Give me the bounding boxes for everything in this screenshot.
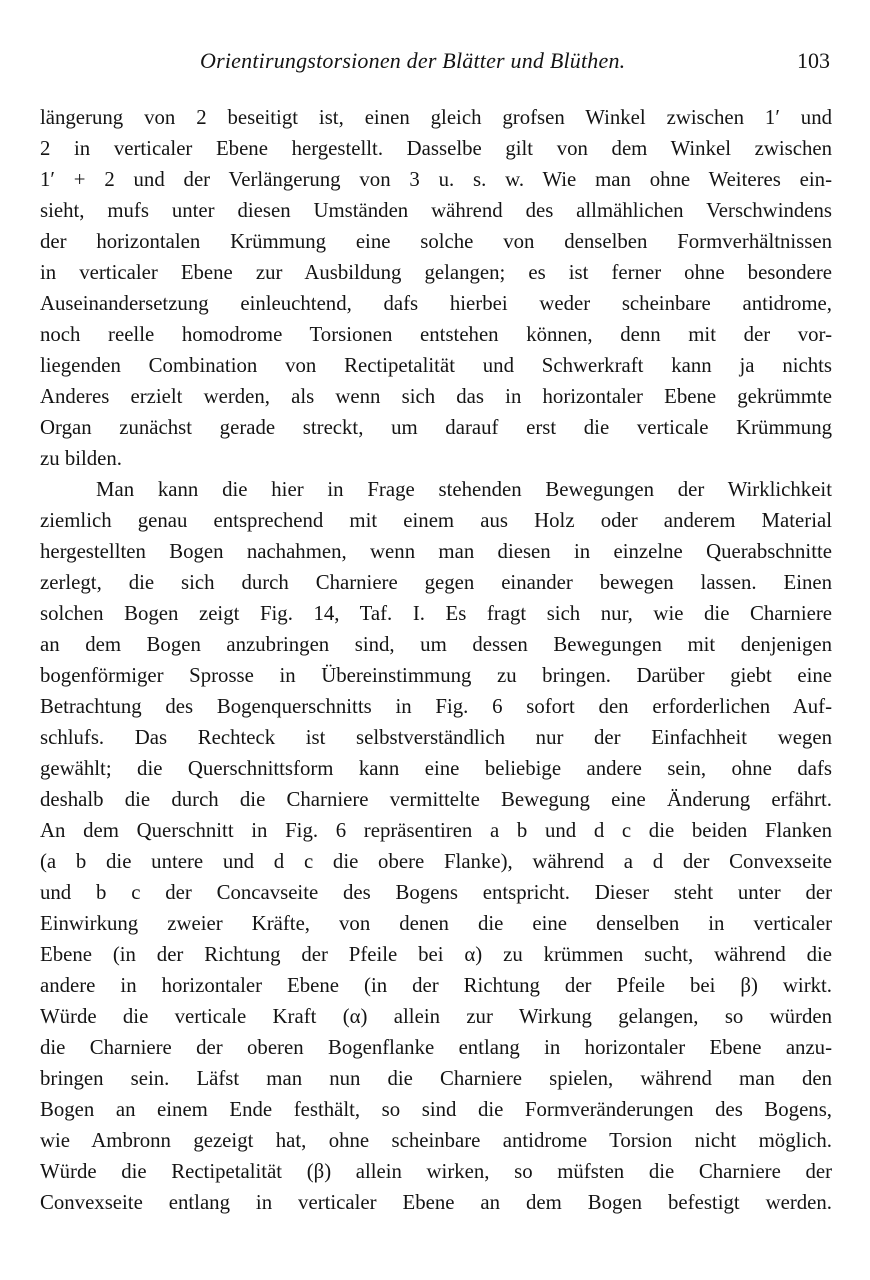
text-line: 2 in verticaler Ebene hergestellt. Dasselbe gilt von dem Winkel zwischen [40, 137, 832, 160]
text-line: schlufs. Das Rechteck ist selbstverständlich nur der Einfachheit wegen [40, 726, 832, 749]
running-header [42, 48, 830, 78]
text-line: noch reelle homodrome Torsionen entstehen können, denn mit der vor- [40, 323, 832, 346]
text-line: 1′ + 2 und der Verlängerung von 3 u. s. w. Wie man ohne Weiteres ein- [40, 168, 832, 191]
text-line: Organ zunächst gerade streckt, um darauf erst die verticale Krümmung [40, 416, 832, 439]
text-line: (a b die untere und d c die obere Flanke), während a d der Convexseite [40, 850, 832, 873]
text-line: Bogen an einem Ende festhält, so sind die Formveränderungen des Bogens, [40, 1098, 832, 1121]
text-line: zu bilden. [40, 447, 123, 470]
text-line: der horizontalen Krümmung eine solche von denselben Formverhältnissen [40, 230, 832, 253]
text-line: bogenförmiger Sprosse in Übereinstimmung zu bringen. Darüber giebt eine [40, 664, 832, 687]
text-line: hergestellten Bogen nachahmen, wenn man diesen in einzelne Querabschnitte [40, 540, 832, 563]
text-line: deshalb die durch die Charniere vermittelte Bewegung eine Änderung erfährt. [40, 788, 832, 811]
text-line: an dem Bogen anzubringen sind, um dessen Bewegungen mit denjenigen [40, 633, 832, 656]
text-line: gewählt; die Querschnittsform kann eine beliebige andere sein, ohne dafs [40, 757, 832, 780]
text-line: Würde die Rectipetalität (β) allein wirken, so müfsten die Charniere der [40, 1160, 832, 1183]
text-line: und b c der Concavseite des Bogens entspricht. Dieser steht unter der [40, 881, 832, 904]
text-line: Würde die verticale Kraft (α) allein zur Wirkung gelangen, so würden [40, 1005, 832, 1028]
text-line: bringen sein. Läfst man nun die Charniere spielen, während man den [40, 1067, 832, 1090]
text-line: Ebene (in der Richtung der Pfeile bei α) zu krümmen sucht, während die [40, 943, 832, 966]
text-line: Einwirkung zweier Kräfte, von denen die eine denselben in verticaler [40, 912, 832, 935]
page-number: 103 [797, 48, 830, 73]
text-line: ziemlich genau entsprechend mit einem aus Holz oder anderem Material [40, 509, 832, 532]
text-line: Man kann die hier in Frage stehenden Bewegungen der Wirklichkeit [96, 478, 832, 501]
text-body [40, 102, 832, 1218]
text-line: Auseinandersetzung einleuchtend, dafs hierbei weder scheinbare antidrome, [40, 292, 832, 315]
text-line: solchen Bogen zeigt Fig. 14, Taf. I. Es fragt sich nur, wie die Charniere [40, 602, 832, 625]
paragraph [40, 474, 832, 1218]
paragraph [40, 102, 832, 474]
text-line: An dem Querschnitt in Fig. 6 repräsentiren a b und d c die beiden Flanken [40, 819, 832, 842]
text-line: Betrachtung des Bogenquerschnitts in Fig. 6 sofort den erforderlichen Auf- [40, 695, 832, 718]
text-line: sieht, mufs unter diesen Umständen während des allmählichen Verschwindens [40, 199, 832, 222]
text-line: wie Ambronn gezeigt hat, ohne scheinbare antidrome Torsion nicht möglich. [40, 1129, 832, 1152]
text-line: Convexseite entlang in verticaler Ebene an dem Bogen befestigt werden. [40, 1191, 832, 1214]
text-line: längerung von 2 beseitigt ist, einen gleich grofsen Winkel zwischen 1′ und [40, 106, 832, 129]
text-line: andere in horizontaler Ebene (in der Richtung der Pfeile bei β) wirkt. [40, 974, 832, 997]
running-title: Orientirungstorsionen der Blätter und Blüthen. [200, 48, 626, 73]
text-line: zerlegt, die sich durch Charniere gegen einander bewegen lassen. Einen [40, 571, 832, 594]
text-line: in verticaler Ebene zur Ausbildung gelangen; es ist ferner ohne besondere [40, 261, 832, 284]
text-line: Anderes erzielt werden, als wenn sich das in horizontaler Ebene gekrümmte [40, 385, 832, 408]
text-line: die Charniere der oberen Bogenflanke entlang in horizontaler Ebene anzu- [40, 1036, 832, 1059]
text-line: liegenden Combination von Rectipetalität und Schwerkraft kann ja nichts [40, 354, 832, 377]
